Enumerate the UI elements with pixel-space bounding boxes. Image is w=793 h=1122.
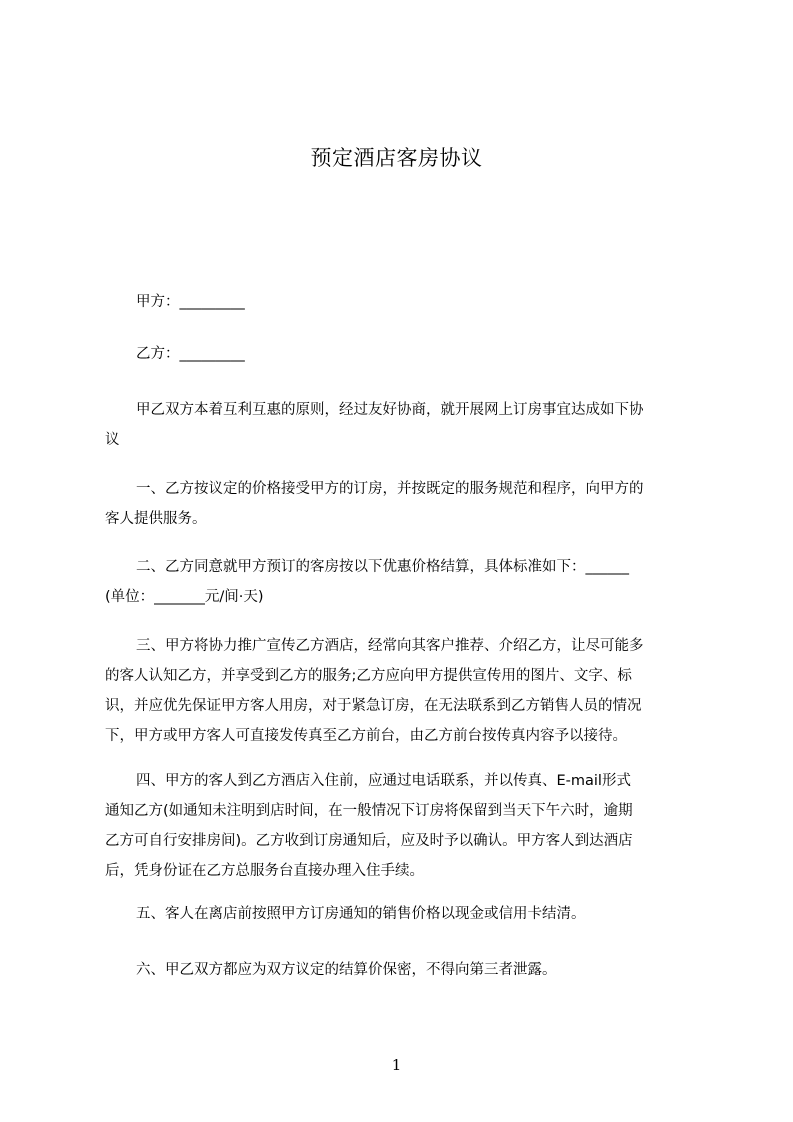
party-b-line [105, 339, 700, 369]
clause-4-paragraph [105, 766, 700, 886]
intro-paragraph [105, 395, 700, 455]
party-a-text: 甲方：_________ [136, 294, 245, 310]
party-a-line [105, 287, 700, 317]
clause-1-paragraph [105, 474, 700, 534]
clause-3-line-2: 的客人认知乙方，并享受到乙方的服务;乙方应向甲方提供宣传用的图片、文字、标 [105, 668, 632, 684]
clause-2-paragraph [105, 552, 700, 612]
document-title: 预定酒店客房协议 [310, 146, 483, 170]
clause-2-line-2: (单位：_______元/间·天) [105, 589, 264, 605]
clause-3-line-1: 三、甲方将协力推广宣传乙方酒店，经常向其客户推荐、介绍乙方，让尽可能多 [136, 638, 644, 654]
intro-line-2: 议 [105, 432, 120, 448]
clause-4-line-1: 四、甲方的客人到乙方酒店入住前，应通过电话联系，并以传真、E-mail形式 [136, 773, 631, 789]
clause-1-line-1: 一、乙方按议定的价格接受甲方的订房，并按既定的服务规范和程序，向甲方的 [136, 481, 644, 497]
clause-2-line-1: 二、乙方同意就甲方预订的客房按以下优惠价格结算，具体标准如下：______ [136, 559, 629, 575]
party-b-text: 乙方：_________ [136, 346, 245, 362]
clause-3-line-3: 识，并应优先保证甲方客人用房，对于紧急订房，在无法联系到乙方销售人员的情况 [105, 698, 642, 714]
clause-5-paragraph [105, 899, 700, 929]
clause-4-line-2: 通知乙方(如通知未注明到店时间，在一般情况下订房将保留到当天下午六时，逾期 [105, 803, 633, 819]
clause-1-line-2: 客人提供服务。 [105, 511, 207, 527]
clause-4-line-4: 后，凭身份证在乙方总服务台直接办理入住手续。 [105, 863, 424, 879]
clause-5-text: 五、客人在离店前按照甲方订房通知的销售价格以现金或信用卡结清。 [136, 906, 586, 922]
clause-4-line-3: 乙方可自行安排房间)。乙方收到订房通知后，应及时予以确认。甲方客人到达酒店 [105, 833, 633, 849]
clause-6-paragraph [105, 955, 700, 985]
page-number: 1 [391, 1056, 402, 1074]
clause-3-paragraph [105, 631, 700, 751]
clause-3-line-4: 下，甲方或甲方客人可直接发传真至乙方前台，由乙方前台按传真内容予以接待。 [105, 728, 627, 744]
intro-line-1: 甲乙双方本着互利互惠的原则，经过友好协商，就开展网上订房事宜达成如下协 [136, 402, 644, 418]
clause-6-text: 六、甲乙双方都应为双方议定的结算价保密，不得向第三者泄露。 [136, 962, 557, 978]
